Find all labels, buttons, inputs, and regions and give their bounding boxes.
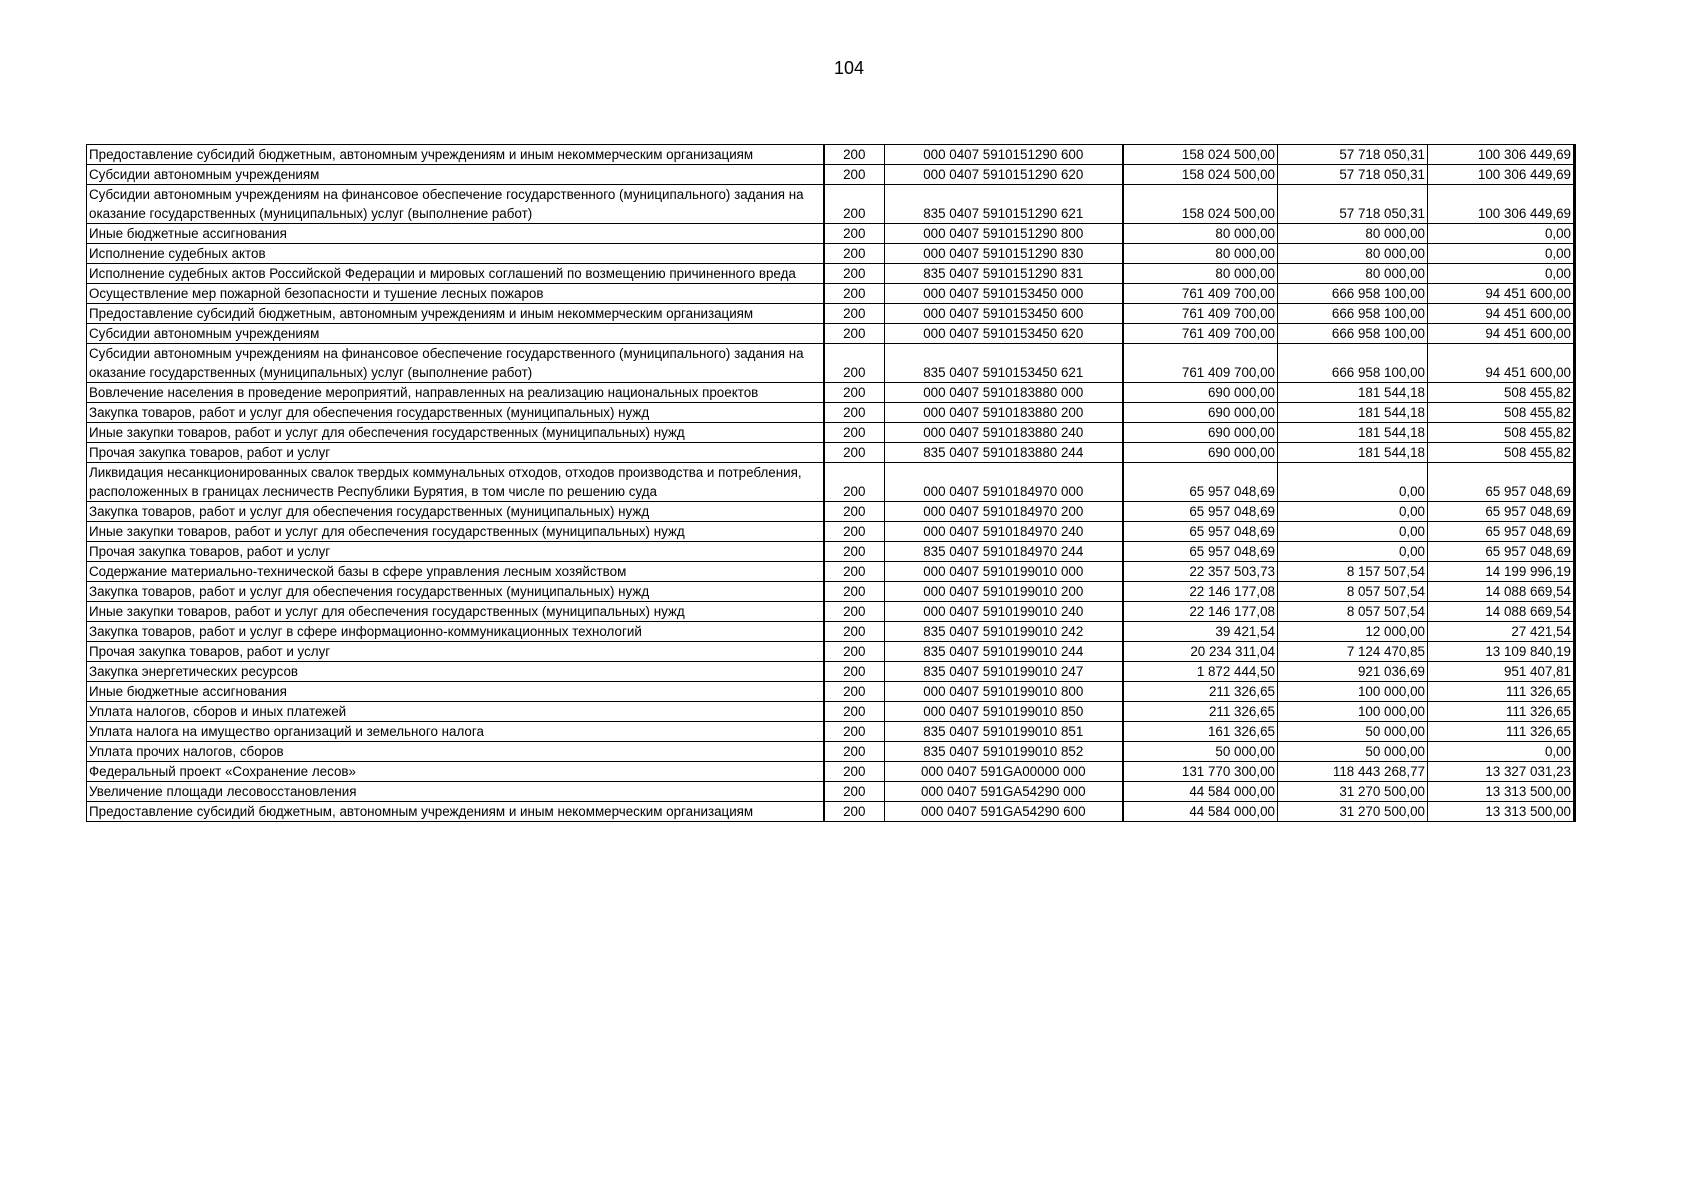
row-approved-amount-cell: 211 326,65	[1123, 702, 1278, 722]
row-classification-code-cell: 000 0407 5910151290 620	[885, 165, 1123, 185]
row-approved-amount-cell: 761 409 700,00	[1123, 284, 1278, 304]
table-row	[87, 762, 1575, 782]
table-row	[87, 522, 1575, 542]
row-approved-amount-cell: 65 957 048,69	[1123, 542, 1278, 562]
row-approved-amount-cell: 65 957 048,69	[1123, 463, 1278, 502]
row-classification-code-cell: 835 0407 5910153450 621	[885, 344, 1123, 383]
table-row	[87, 165, 1575, 185]
row-unexecuted-amount-cell: 13 327 031,23	[1428, 762, 1575, 782]
row-approved-amount-cell: 80 000,00	[1123, 264, 1278, 284]
row-name-cell: Увеличение площади лесовосстановления	[87, 782, 824, 802]
row-executed-amount-cell: 666 958 100,00	[1278, 344, 1428, 383]
row-unexecuted-amount-cell: 65 957 048,69	[1428, 522, 1575, 542]
row-approved-amount-cell: 44 584 000,00	[1123, 802, 1278, 822]
row-code-cell: 200	[824, 702, 885, 722]
row-unexecuted-amount-cell: 0,00	[1428, 244, 1575, 264]
row-unexecuted-amount-cell: 951 407,81	[1428, 662, 1575, 682]
row-approved-amount-cell: 690 000,00	[1123, 403, 1278, 423]
row-classification-code-cell: 000 0407 5910199010 850	[885, 702, 1123, 722]
row-classification-code-cell: 835 0407 5910151290 621	[885, 185, 1123, 224]
row-approved-amount-cell: 690 000,00	[1123, 383, 1278, 403]
table-row	[87, 145, 1575, 165]
row-code-cell: 200	[824, 782, 885, 802]
row-approved-amount-cell: 22 357 503,73	[1123, 562, 1278, 582]
row-name-cell: Иные бюджетные ассигнования	[87, 224, 824, 244]
row-approved-amount-cell: 65 957 048,69	[1123, 522, 1278, 542]
row-executed-amount-cell: 666 958 100,00	[1278, 324, 1428, 344]
row-unexecuted-amount-cell: 0,00	[1428, 224, 1575, 244]
row-unexecuted-amount-cell: 111 326,65	[1428, 682, 1575, 702]
row-classification-code-cell: 000 0407 591GA54290 600	[885, 802, 1123, 822]
row-unexecuted-amount-cell: 111 326,65	[1428, 722, 1575, 742]
row-code-cell: 200	[824, 802, 885, 822]
row-approved-amount-cell: 158 024 500,00	[1123, 145, 1278, 165]
row-name-cell: Уплата налогов, сборов и иных платежей	[87, 702, 824, 722]
row-name-cell: Закупка товаров, работ и услуг для обеспечения государственных (муниципальных) нужд	[87, 403, 824, 423]
row-code-cell: 200	[824, 383, 885, 403]
row-classification-code-cell: 000 0407 5910184970 240	[885, 522, 1123, 542]
row-executed-amount-cell: 8 057 507,54	[1278, 582, 1428, 602]
row-executed-amount-cell: 181 544,18	[1278, 403, 1428, 423]
row-code-cell: 200	[824, 344, 885, 383]
table-row	[87, 502, 1575, 522]
row-executed-amount-cell: 666 958 100,00	[1278, 304, 1428, 324]
row-classification-code-cell: 000 0407 5910199010 000	[885, 562, 1123, 582]
row-name-cell: Содержание материально-технической базы в сфере управления лесным хозяйством	[87, 562, 824, 582]
row-name-cell: Закупка товаров, работ и услуг в сфере информационно-коммуникационных технологий	[87, 622, 824, 642]
row-executed-amount-cell: 80 000,00	[1278, 244, 1428, 264]
table-row	[87, 542, 1575, 562]
row-approved-amount-cell: 211 326,65	[1123, 682, 1278, 702]
table-row	[87, 562, 1575, 582]
row-code-cell: 200	[824, 722, 885, 742]
table-row	[87, 702, 1575, 722]
row-name-cell: Закупка товаров, работ и услуг для обеспечения государственных (муниципальных) нужд	[87, 582, 824, 602]
table-row	[87, 682, 1575, 702]
row-unexecuted-amount-cell: 27 421,54	[1428, 622, 1575, 642]
row-unexecuted-amount-cell: 13 313 500,00	[1428, 802, 1575, 822]
table-row	[87, 324, 1575, 344]
row-code-cell: 200	[824, 762, 885, 782]
row-classification-code-cell: 000 0407 5910151290 600	[885, 145, 1123, 165]
row-code-cell: 200	[824, 145, 885, 165]
row-code-cell: 200	[824, 324, 885, 344]
row-code-cell: 200	[824, 562, 885, 582]
row-executed-amount-cell: 31 270 500,00	[1278, 782, 1428, 802]
row-name-cell: Субсидии автономным учреждениям на финансовое обеспечение государственного (муниципального) задания на оказание государственных (муниципальных) услуг (выполнение работ)	[87, 344, 824, 383]
row-code-cell: 200	[824, 224, 885, 244]
row-code-cell: 200	[824, 502, 885, 522]
row-code-cell: 200	[824, 165, 885, 185]
row-unexecuted-amount-cell: 100 306 449,69	[1428, 185, 1575, 224]
row-executed-amount-cell: 666 958 100,00	[1278, 284, 1428, 304]
row-unexecuted-amount-cell: 508 455,82	[1428, 443, 1575, 463]
row-name-cell: Иные закупки товаров, работ и услуг для обеспечения государственных (муниципальных) нужд	[87, 423, 824, 443]
row-classification-code-cell: 835 0407 5910151290 831	[885, 264, 1123, 284]
table-row	[87, 622, 1575, 642]
row-approved-amount-cell: 761 409 700,00	[1123, 324, 1278, 344]
row-executed-amount-cell: 181 544,18	[1278, 383, 1428, 403]
row-code-cell: 200	[824, 682, 885, 702]
row-executed-amount-cell: 100 000,00	[1278, 702, 1428, 722]
row-name-cell: Предоставление субсидий бюджетным, автономным учреждениям и иным некоммерческим организациям	[87, 304, 824, 324]
row-unexecuted-amount-cell: 94 451 600,00	[1428, 324, 1575, 344]
table-row	[87, 582, 1575, 602]
row-approved-amount-cell: 20 234 311,04	[1123, 642, 1278, 662]
row-classification-code-cell: 000 0407 5910153450 620	[885, 324, 1123, 344]
table-row	[87, 403, 1575, 423]
row-code-cell: 200	[824, 463, 885, 502]
row-executed-amount-cell: 12 000,00	[1278, 622, 1428, 642]
row-name-cell: Предоставление субсидий бюджетным, автономным учреждениям и иным некоммерческим организациям	[87, 802, 824, 822]
row-name-cell: Иные закупки товаров, работ и услуг для обеспечения государственных (муниципальных) нужд	[87, 602, 824, 622]
row-name-cell: Уплата налога на имущество организаций и земельного налога	[87, 722, 824, 742]
table-row	[87, 742, 1575, 762]
row-classification-code-cell: 000 0407 591GA54290 000	[885, 782, 1123, 802]
row-classification-code-cell: 000 0407 5910153450 000	[885, 284, 1123, 304]
row-unexecuted-amount-cell: 508 455,82	[1428, 383, 1575, 403]
row-approved-amount-cell: 50 000,00	[1123, 742, 1278, 762]
row-classification-code-cell: 000 0407 5910199010 800	[885, 682, 1123, 702]
row-classification-code-cell: 835 0407 5910199010 851	[885, 722, 1123, 742]
row-name-cell: Федеральный проект «Сохранение лесов»	[87, 762, 824, 782]
row-name-cell: Осуществление мер пожарной безопасности и тушение лесных пожаров	[87, 284, 824, 304]
row-executed-amount-cell: 57 718 050,31	[1278, 185, 1428, 224]
row-classification-code-cell: 835 0407 5910199010 244	[885, 642, 1123, 662]
row-unexecuted-amount-cell: 100 306 449,69	[1428, 165, 1575, 185]
row-executed-amount-cell: 0,00	[1278, 522, 1428, 542]
row-classification-code-cell: 000 0407 5910153450 600	[885, 304, 1123, 324]
row-unexecuted-amount-cell: 65 957 048,69	[1428, 502, 1575, 522]
row-code-cell: 200	[824, 742, 885, 762]
row-executed-amount-cell: 57 718 050,31	[1278, 165, 1428, 185]
row-approved-amount-cell: 44 584 000,00	[1123, 782, 1278, 802]
row-executed-amount-cell: 181 544,18	[1278, 423, 1428, 443]
row-classification-code-cell: 000 0407 5910151290 830	[885, 244, 1123, 264]
row-name-cell: Закупка энергетических ресурсов	[87, 662, 824, 682]
table-row	[87, 463, 1575, 502]
row-name-cell: Исполнение судебных актов Российской Федерации и мировых соглашений по возмещению причиненного вреда	[87, 264, 824, 284]
row-approved-amount-cell: 131 770 300,00	[1123, 762, 1278, 782]
row-classification-code-cell: 835 0407 5910199010 242	[885, 622, 1123, 642]
table-row	[87, 602, 1575, 622]
row-unexecuted-amount-cell: 14 088 669,54	[1428, 582, 1575, 602]
row-executed-amount-cell: 181 544,18	[1278, 443, 1428, 463]
row-code-cell: 200	[824, 662, 885, 682]
row-executed-amount-cell: 7 124 470,85	[1278, 642, 1428, 662]
row-code-cell: 200	[824, 582, 885, 602]
table-row	[87, 802, 1575, 822]
row-executed-amount-cell: 921 036,69	[1278, 662, 1428, 682]
row-unexecuted-amount-cell: 65 957 048,69	[1428, 542, 1575, 562]
row-executed-amount-cell: 80 000,00	[1278, 264, 1428, 284]
row-executed-amount-cell: 50 000,00	[1278, 742, 1428, 762]
row-classification-code-cell: 000 0407 5910199010 200	[885, 582, 1123, 602]
row-unexecuted-amount-cell: 65 957 048,69	[1428, 463, 1575, 502]
row-executed-amount-cell: 50 000,00	[1278, 722, 1428, 742]
row-code-cell: 200	[824, 642, 885, 662]
table-row	[87, 185, 1575, 224]
row-classification-code-cell: 000 0407 5910184970 000	[885, 463, 1123, 502]
row-approved-amount-cell: 158 024 500,00	[1123, 185, 1278, 224]
row-name-cell: Субсидии автономным учреждениям	[87, 324, 824, 344]
row-unexecuted-amount-cell: 94 451 600,00	[1428, 304, 1575, 324]
table-row	[87, 782, 1575, 802]
table-row	[87, 662, 1575, 682]
row-approved-amount-cell: 690 000,00	[1123, 443, 1278, 463]
row-code-cell: 200	[824, 304, 885, 324]
row-classification-code-cell: 835 0407 5910184970 244	[885, 542, 1123, 562]
table-row	[87, 642, 1575, 662]
row-name-cell: Прочая закупка товаров, работ и услуг	[87, 443, 824, 463]
table-row	[87, 344, 1575, 383]
row-classification-code-cell: 000 0407 5910183880 200	[885, 403, 1123, 423]
row-approved-amount-cell: 761 409 700,00	[1123, 344, 1278, 383]
row-approved-amount-cell: 690 000,00	[1123, 423, 1278, 443]
row-approved-amount-cell: 22 146 177,08	[1123, 602, 1278, 622]
row-name-cell: Предоставление субсидий бюджетным, автономным учреждениям и иным некоммерческим организациям	[87, 145, 824, 165]
row-name-cell: Прочая закупка товаров, работ и услуг	[87, 642, 824, 662]
row-name-cell: Субсидии автономным учреждениям	[87, 165, 824, 185]
row-classification-code-cell: 000 0407 5910183880 240	[885, 423, 1123, 443]
row-unexecuted-amount-cell: 13 109 840,19	[1428, 642, 1575, 662]
page-number: 104	[833, 58, 865, 78]
row-classification-code-cell: 835 0407 5910199010 247	[885, 662, 1123, 682]
row-approved-amount-cell: 1 872 444,50	[1123, 662, 1278, 682]
row-classification-code-cell: 000 0407 5910183880 000	[885, 383, 1123, 403]
row-classification-code-cell: 835 0407 5910183880 244	[885, 443, 1123, 463]
row-code-cell: 200	[824, 542, 885, 562]
table-row	[87, 423, 1575, 443]
row-name-cell: Исполнение судебных актов	[87, 244, 824, 264]
table-row	[87, 284, 1575, 304]
row-approved-amount-cell: 80 000,00	[1123, 244, 1278, 264]
row-unexecuted-amount-cell: 508 455,82	[1428, 423, 1575, 443]
row-approved-amount-cell: 161 326,65	[1123, 722, 1278, 742]
row-unexecuted-amount-cell: 13 313 500,00	[1428, 782, 1575, 802]
row-name-cell: Закупка товаров, работ и услуг для обеспечения государственных (муниципальных) нужд	[87, 502, 824, 522]
row-name-cell: Вовлечение населения в проведение мероприятий, направленных на реализацию национальных проектов	[87, 383, 824, 403]
row-executed-amount-cell: 80 000,00	[1278, 224, 1428, 244]
row-code-cell: 200	[824, 522, 885, 542]
row-approved-amount-cell: 761 409 700,00	[1123, 304, 1278, 324]
row-code-cell: 200	[824, 244, 885, 264]
row-unexecuted-amount-cell: 508 455,82	[1428, 403, 1575, 423]
row-code-cell: 200	[824, 423, 885, 443]
row-code-cell: 200	[824, 284, 885, 304]
row-unexecuted-amount-cell: 14 088 669,54	[1428, 602, 1575, 622]
row-code-cell: 200	[824, 622, 885, 642]
budget-execution-table	[86, 144, 1576, 822]
row-name-cell: Иные закупки товаров, работ и услуг для обеспечения государственных (муниципальных) нужд	[87, 522, 824, 542]
row-name-cell: Ликвидация несанкционированных свалок твердых коммунальных отходов, отходов производства и потребления, расположенных в границах лесничеств Республики Бурятия, в том числе по решению суда	[87, 463, 824, 502]
row-unexecuted-amount-cell: 0,00	[1428, 264, 1575, 284]
table-row	[87, 722, 1575, 742]
table-body	[87, 145, 1575, 822]
table-row	[87, 224, 1575, 244]
table-row	[87, 264, 1575, 284]
row-code-cell: 200	[824, 443, 885, 463]
row-code-cell: 200	[824, 403, 885, 423]
row-approved-amount-cell: 80 000,00	[1123, 224, 1278, 244]
row-executed-amount-cell: 57 718 050,31	[1278, 145, 1428, 165]
row-unexecuted-amount-cell: 14 199 996,19	[1428, 562, 1575, 582]
table-row	[87, 244, 1575, 264]
row-code-cell: 200	[824, 185, 885, 224]
row-classification-code-cell: 000 0407 5910184970 200	[885, 502, 1123, 522]
row-unexecuted-amount-cell: 94 451 600,00	[1428, 284, 1575, 304]
row-unexecuted-amount-cell: 94 451 600,00	[1428, 344, 1575, 383]
row-approved-amount-cell: 158 024 500,00	[1123, 165, 1278, 185]
row-unexecuted-amount-cell: 111 326,65	[1428, 702, 1575, 722]
row-name-cell: Субсидии автономным учреждениям на финансовое обеспечение государственного (муниципального) задания на оказание государственных (муниципальных) услуг (выполнение работ)	[87, 185, 824, 224]
row-executed-amount-cell: 8 157 507,54	[1278, 562, 1428, 582]
row-executed-amount-cell: 0,00	[1278, 463, 1428, 502]
row-approved-amount-cell: 22 146 177,08	[1123, 582, 1278, 602]
row-classification-code-cell: 000 0407 591GA00000 000	[885, 762, 1123, 782]
row-classification-code-cell: 000 0407 5910199010 240	[885, 602, 1123, 622]
row-code-cell: 200	[824, 602, 885, 622]
row-name-cell: Прочая закупка товаров, работ и услуг	[87, 542, 824, 562]
row-classification-code-cell: 835 0407 5910199010 852	[885, 742, 1123, 762]
row-unexecuted-amount-cell: 100 306 449,69	[1428, 145, 1575, 165]
row-executed-amount-cell: 8 057 507,54	[1278, 602, 1428, 622]
row-approved-amount-cell: 65 957 048,69	[1123, 502, 1278, 522]
table-row	[87, 443, 1575, 463]
table-row	[87, 383, 1575, 403]
row-classification-code-cell: 000 0407 5910151290 800	[885, 224, 1123, 244]
row-unexecuted-amount-cell: 0,00	[1428, 742, 1575, 762]
row-approved-amount-cell: 39 421,54	[1123, 622, 1278, 642]
row-executed-amount-cell: 100 000,00	[1278, 682, 1428, 702]
row-name-cell: Иные бюджетные ассигнования	[87, 682, 824, 702]
row-executed-amount-cell: 0,00	[1278, 502, 1428, 522]
row-executed-amount-cell: 31 270 500,00	[1278, 802, 1428, 822]
row-executed-amount-cell: 0,00	[1278, 542, 1428, 562]
row-name-cell: Уплата прочих налогов, сборов	[87, 742, 824, 762]
row-executed-amount-cell: 118 443 268,77	[1278, 762, 1428, 782]
table-row	[87, 304, 1575, 324]
row-code-cell: 200	[824, 264, 885, 284]
